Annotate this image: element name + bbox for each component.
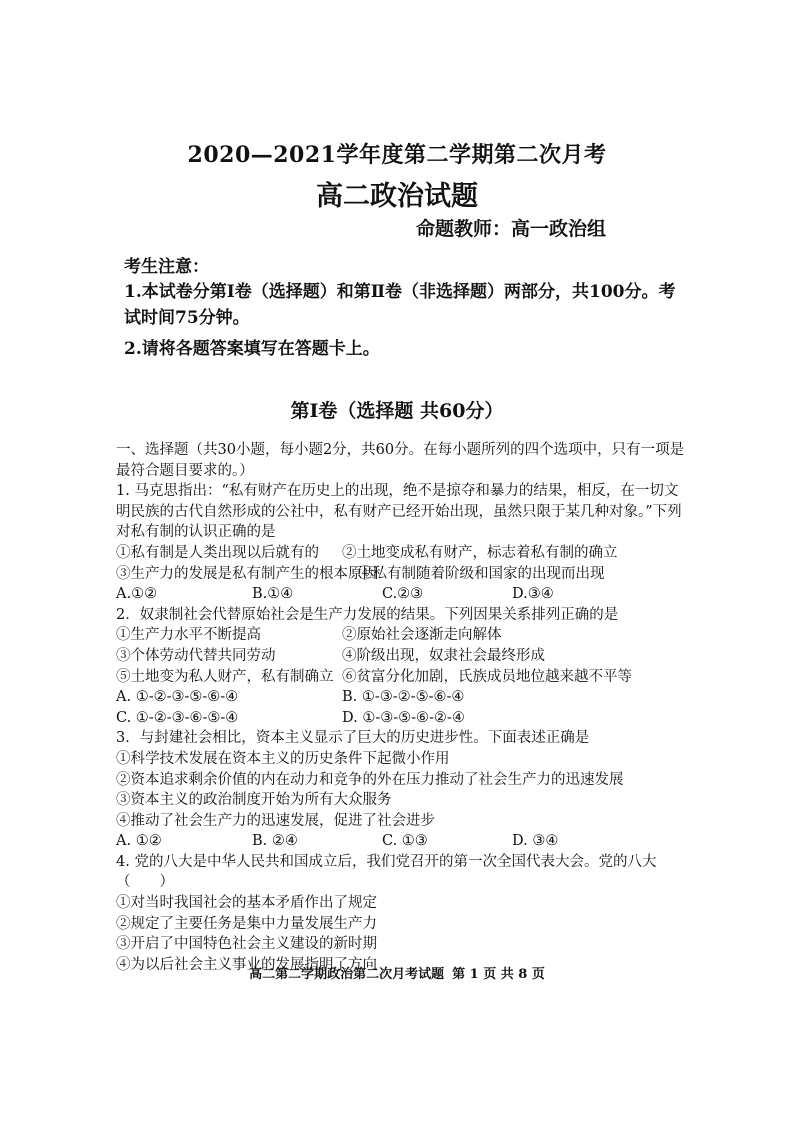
q2-choice-c: C. ①-②-③-⑥-⑤-④	[116, 709, 239, 726]
footer-page-number: 第 1 页 共 8 页	[452, 967, 545, 982]
q2-choice-a: A. ①-②-③-⑤-⑥-④	[116, 689, 239, 706]
footer-title: 高二第二学期政治第二次月考试题	[249, 967, 445, 982]
q4-option-4: ④为以后社会主义事业的发展指明了方向	[116, 956, 377, 973]
question-1-options-row	[116, 543, 688, 564]
q3-option-1: ①科学技术发展在资本主义的历史条件下起微小作用	[116, 750, 450, 767]
question-1-choices	[116, 584, 688, 605]
question-body	[116, 440, 688, 975]
notice-item-2: 2.请将各题答案填写在答题卡上。	[124, 339, 380, 359]
q3-choice-c: C. ①③	[382, 833, 428, 850]
q1-option-1: ①私有制是人类出现以后就有的	[116, 544, 319, 561]
q3-choice-a: A. ①②	[116, 833, 162, 850]
author-line: 命题教师：高一政治组	[416, 218, 607, 240]
q4-option-3: ③开启了中国特色社会主义建设的新时期	[116, 936, 377, 953]
q1-choice-c: C.②③	[382, 586, 424, 603]
q2-option-5: ⑤土地变为私人财产，私有制确立	[116, 668, 334, 685]
question-2-stem: 2．奴隶制社会代替原始社会是生产力发展的结果。下列因果关系排列正确的是	[116, 606, 619, 623]
q1-choice-d: D.③④	[512, 586, 554, 603]
subject-title: 高二政治试题	[316, 181, 478, 212]
q1-choice-a: A.①②	[116, 586, 158, 603]
q2-option-6: ⑥贫富分化加剧，氏族成员地位越来越不平等	[342, 668, 632, 685]
question-4-stem: 4. 党的八大是中华人民共和国成立后，我们党召开的第一次全国代表大会。党的八大（ ）	[116, 853, 657, 891]
question-2-choices	[116, 708, 688, 729]
exam-title: 2020—2021学年度第二学期第二次月考	[187, 142, 607, 168]
question-2-choices	[116, 687, 688, 708]
q3-option-4: ④推动了社会生产力的迅速发展，促进了社会进步	[116, 812, 435, 829]
q2-choice-d: D. ①-③-⑤-⑥-②-④	[342, 709, 465, 726]
section-intro: 一、选择题（共30小题，每小题2分，共60分。在每小题所列的四个选项中，只有一项是最符合题目要求的。）	[116, 442, 685, 479]
q3-option-3: ③资本主义的政治制度开始为所有大众服务	[116, 792, 392, 809]
q4-option-1: ①对当时我国社会的基本矛盾作出了规定	[116, 895, 377, 912]
q1-choice-b: B.①④	[252, 586, 294, 603]
question-3-stem: 3．与封建社会相比，资本主义显示了巨大的历史进步性。下面表述正确是	[116, 730, 590, 747]
q2-choice-b: B. ①-③-②-⑤-⑥-④	[342, 689, 465, 706]
question-1-stem: 1. 马克思指出：“私有财产在历史上的出现，绝不是掠夺和暴力的结果，相反，在一切文明民族的古代自然形成的公社中，私有财产已经开始出现，虽然只限于某几种对象。”下列对私有制的认识正确的是	[116, 483, 682, 541]
q2-option-4: ④阶级出现，奴隶社会最终形成	[342, 647, 545, 664]
q2-option-3: ③个体劳动代替共同劳动	[116, 647, 276, 664]
page-footer	[0, 963, 794, 982]
notice-heading: 考生注意：	[124, 257, 209, 277]
part-title: 第Ⅰ卷（选择题 共60分）	[290, 400, 504, 422]
notice-item-1: 1.本试卷分第Ⅰ卷（选择题）和第Ⅱ卷（非选择题）两部分，共100分。考试时间75分钟。	[124, 282, 676, 328]
q3-choice-d: D. ③④	[512, 833, 559, 850]
question-2-options-row	[116, 625, 688, 646]
q2-option-2: ②原始社会逐渐走向解体	[342, 627, 502, 644]
q4-option-2: ②规定了主要任务是集中力量发展生产力	[116, 915, 377, 932]
q1-option-3: ③生产力的发展是私有制产生的根本原因	[116, 565, 377, 582]
q1-option-4: ④私有制随着阶级和国家的出现而出现	[358, 565, 605, 582]
question-3-choices	[116, 831, 688, 852]
q2-option-1: ①生产力水平不断提高	[116, 627, 261, 644]
q1-option-2: ②土地变成私有财产，标志着私有制的确立	[342, 544, 618, 561]
q3-choice-b: B. ②④	[252, 833, 298, 850]
q3-option-2: ②资本追求剩余价值的内在动力和竞争的外在压力推动了社会生产力的迅速发展	[116, 771, 624, 788]
question-2-options-row	[116, 646, 688, 667]
question-1-options-row	[116, 564, 688, 585]
question-2-options-row	[116, 667, 688, 688]
